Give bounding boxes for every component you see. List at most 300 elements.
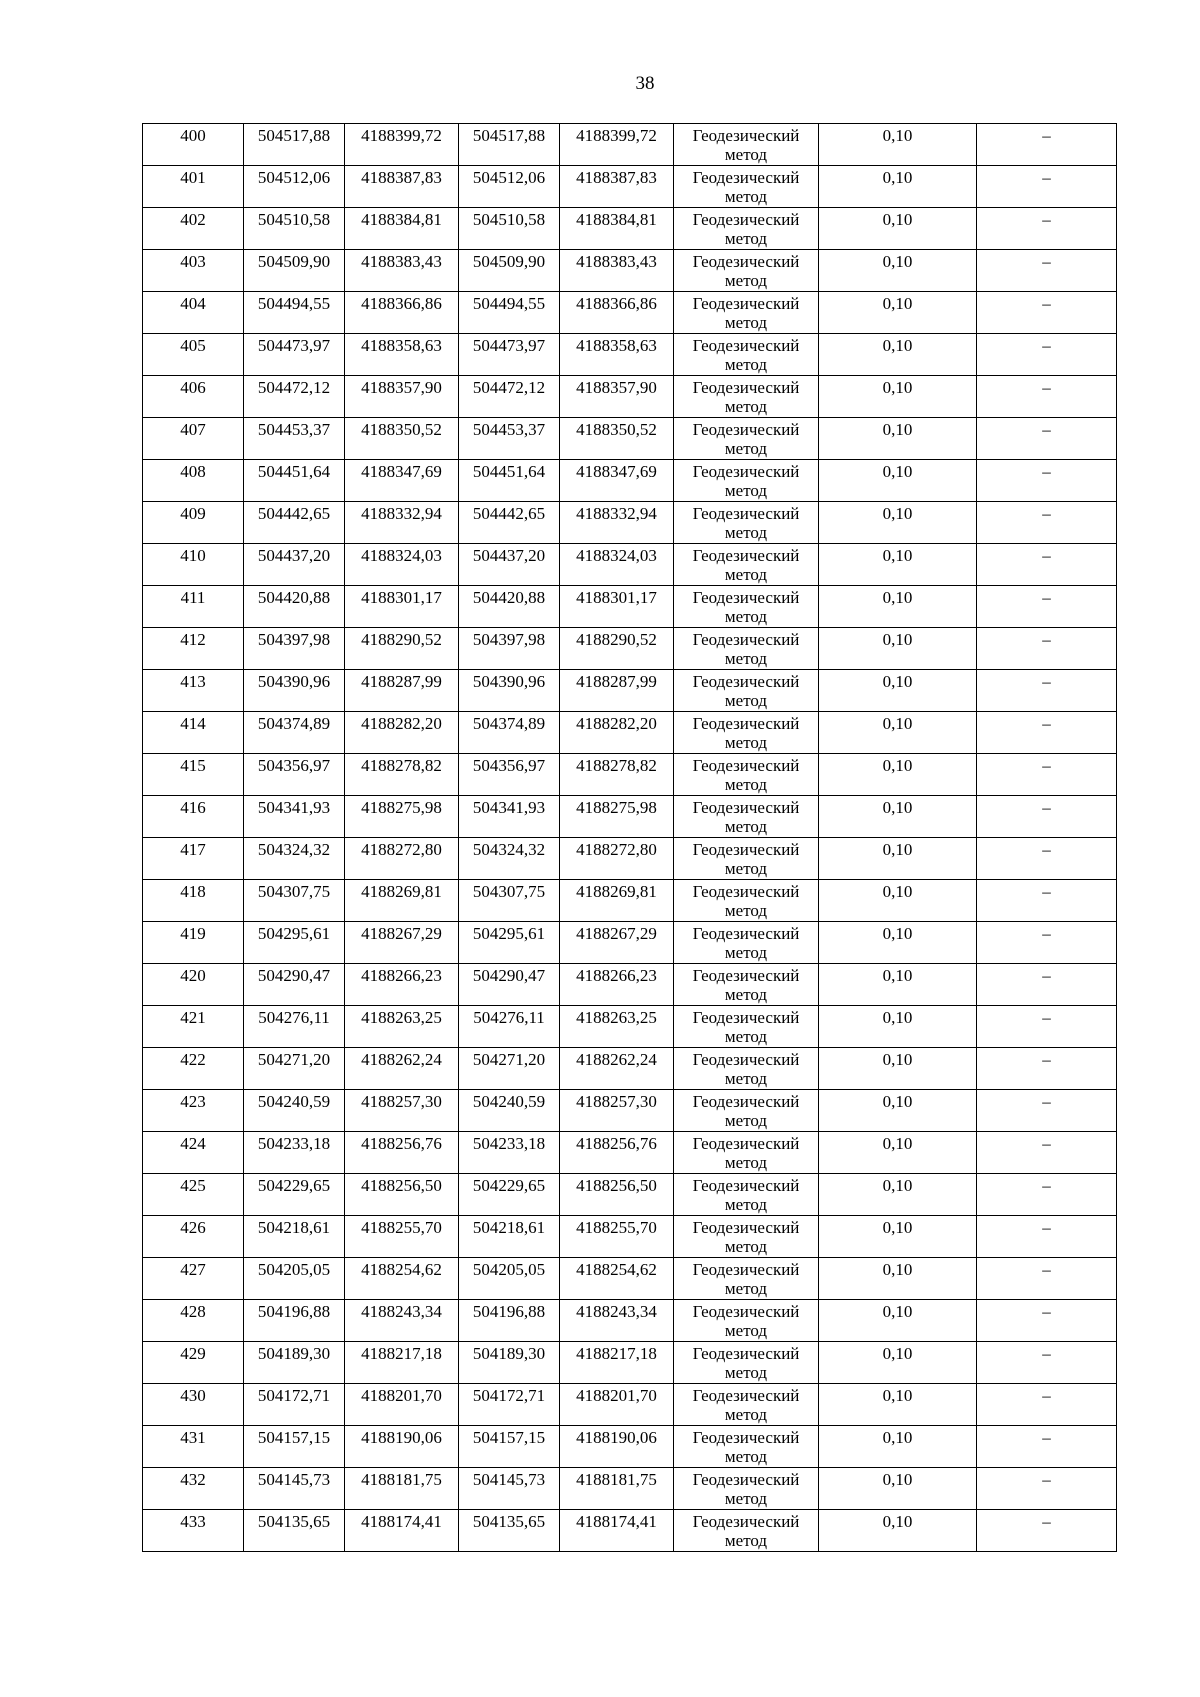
- accuracy-cell: 0,10: [819, 712, 977, 754]
- accuracy-cell: 0,10: [819, 1510, 977, 1552]
- x-coordinate-cell: 504510,58: [459, 208, 560, 250]
- accuracy-cell: 0,10: [819, 586, 977, 628]
- x-coordinate-cell: 504356,97: [244, 754, 345, 796]
- method-cell: [674, 208, 819, 250]
- accuracy-cell: 0,10: [819, 376, 977, 418]
- table-row: [143, 376, 1117, 418]
- x-coordinate-cell: 504341,93: [459, 796, 560, 838]
- x-coordinate-cell: 504135,65: [459, 1510, 560, 1552]
- method-text: Геодезический метод: [692, 126, 800, 164]
- x-coordinate-cell: 504307,75: [459, 880, 560, 922]
- y-coordinate-cell: 4188278,82: [345, 754, 459, 796]
- description-cell: –: [977, 544, 1117, 586]
- description-cell: –: [977, 670, 1117, 712]
- x-coordinate-cell: 504233,18: [459, 1132, 560, 1174]
- method-text: Геодезический метод: [692, 1386, 800, 1424]
- y-coordinate-cell: 4188384,81: [560, 208, 674, 250]
- x-coordinate-cell: 504276,11: [459, 1006, 560, 1048]
- method-cell: [674, 544, 819, 586]
- table-row: [143, 418, 1117, 460]
- method-text: Геодезический метод: [692, 252, 800, 290]
- y-coordinate-cell: 4188399,72: [345, 124, 459, 166]
- x-coordinate-cell: 504271,20: [459, 1048, 560, 1090]
- y-coordinate-cell: 4188255,70: [345, 1216, 459, 1258]
- accuracy-cell: 0,10: [819, 964, 977, 1006]
- table-row: [143, 796, 1117, 838]
- accuracy-cell: 0,10: [819, 670, 977, 712]
- table-row: [143, 166, 1117, 208]
- accuracy-cell: 0,10: [819, 922, 977, 964]
- description-cell: –: [977, 1006, 1117, 1048]
- x-coordinate-cell: 504390,96: [459, 670, 560, 712]
- y-coordinate-cell: 4188282,20: [345, 712, 459, 754]
- method-text: Геодезический метод: [692, 1008, 800, 1046]
- accuracy-cell: 0,10: [819, 334, 977, 376]
- method-text: Геодезический метод: [692, 1092, 800, 1130]
- accuracy-cell: 0,10: [819, 166, 977, 208]
- y-coordinate-cell: 4188267,29: [560, 922, 674, 964]
- description-cell: –: [977, 964, 1117, 1006]
- point-number-cell: 432: [143, 1468, 244, 1510]
- point-number-cell: 422: [143, 1048, 244, 1090]
- point-number-cell: 431: [143, 1426, 244, 1468]
- x-coordinate-cell: 504442,65: [459, 502, 560, 544]
- description-cell: –: [977, 418, 1117, 460]
- y-coordinate-cell: 4188357,90: [560, 376, 674, 418]
- description-cell: –: [977, 922, 1117, 964]
- x-coordinate-cell: 504240,59: [244, 1090, 345, 1132]
- y-coordinate-cell: 4188263,25: [560, 1006, 674, 1048]
- y-coordinate-cell: 4188267,29: [345, 922, 459, 964]
- table-row: [143, 1006, 1117, 1048]
- y-coordinate-cell: 4188347,69: [345, 460, 459, 502]
- method-cell: [674, 1048, 819, 1090]
- method-cell: [674, 1426, 819, 1468]
- x-coordinate-cell: 504290,47: [244, 964, 345, 1006]
- x-coordinate-cell: 504276,11: [244, 1006, 345, 1048]
- x-coordinate-cell: 504145,73: [459, 1468, 560, 1510]
- x-coordinate-cell: 504218,61: [244, 1216, 345, 1258]
- x-coordinate-cell: 504437,20: [244, 544, 345, 586]
- method-cell: [674, 838, 819, 880]
- x-coordinate-cell: 504517,88: [244, 124, 345, 166]
- table-row: [143, 124, 1117, 166]
- method-text: Геодезический метод: [692, 798, 800, 836]
- table-row: [143, 292, 1117, 334]
- accuracy-cell: 0,10: [819, 754, 977, 796]
- x-coordinate-cell: 504420,88: [244, 586, 345, 628]
- x-coordinate-cell: 504437,20: [459, 544, 560, 586]
- method-text: Геодезический метод: [692, 1134, 800, 1172]
- method-text: Геодезический метод: [692, 378, 800, 416]
- table-row: [143, 208, 1117, 250]
- y-coordinate-cell: 4188383,43: [345, 250, 459, 292]
- accuracy-cell: 0,10: [819, 1258, 977, 1300]
- y-coordinate-cell: 4188287,99: [560, 670, 674, 712]
- y-coordinate-cell: 4188262,24: [345, 1048, 459, 1090]
- method-cell: [674, 1258, 819, 1300]
- method-cell: [674, 166, 819, 208]
- x-coordinate-cell: 504510,58: [244, 208, 345, 250]
- method-text: Геодезический метод: [692, 630, 800, 668]
- y-coordinate-cell: 4188190,06: [345, 1426, 459, 1468]
- description-cell: –: [977, 1300, 1117, 1342]
- point-number-cell: 412: [143, 628, 244, 670]
- description-cell: –: [977, 1174, 1117, 1216]
- y-coordinate-cell: 4188384,81: [345, 208, 459, 250]
- y-coordinate-cell: 4188201,70: [345, 1384, 459, 1426]
- y-coordinate-cell: 4188217,18: [560, 1342, 674, 1384]
- y-coordinate-cell: 4188217,18: [345, 1342, 459, 1384]
- point-number-cell: 402: [143, 208, 244, 250]
- point-number-cell: 409: [143, 502, 244, 544]
- description-cell: –: [977, 1048, 1117, 1090]
- y-coordinate-cell: 4188350,52: [560, 418, 674, 460]
- y-coordinate-cell: 4188243,34: [345, 1300, 459, 1342]
- point-number-cell: 424: [143, 1132, 244, 1174]
- description-cell: –: [977, 838, 1117, 880]
- point-number-cell: 411: [143, 586, 244, 628]
- method-cell: [674, 1132, 819, 1174]
- x-coordinate-cell: 504205,05: [244, 1258, 345, 1300]
- method-cell: [674, 292, 819, 334]
- x-coordinate-cell: 504453,37: [459, 418, 560, 460]
- table-row: [143, 460, 1117, 502]
- description-cell: –: [977, 1216, 1117, 1258]
- point-number-cell: 404: [143, 292, 244, 334]
- point-number-cell: 406: [143, 376, 244, 418]
- accuracy-cell: 0,10: [819, 796, 977, 838]
- x-coordinate-cell: 504271,20: [244, 1048, 345, 1090]
- y-coordinate-cell: 4188332,94: [345, 502, 459, 544]
- point-number-cell: 418: [143, 880, 244, 922]
- point-number-cell: 425: [143, 1174, 244, 1216]
- table-row: [143, 502, 1117, 544]
- x-coordinate-cell: 504145,73: [244, 1468, 345, 1510]
- table-row: [143, 1258, 1117, 1300]
- accuracy-cell: 0,10: [819, 250, 977, 292]
- description-cell: –: [977, 712, 1117, 754]
- point-number-cell: 417: [143, 838, 244, 880]
- accuracy-cell: 0,10: [819, 1174, 977, 1216]
- method-cell: [674, 1090, 819, 1132]
- x-coordinate-cell: 504189,30: [459, 1342, 560, 1384]
- y-coordinate-cell: 4188256,50: [560, 1174, 674, 1216]
- table-row: [143, 1384, 1117, 1426]
- y-coordinate-cell: 4188262,24: [560, 1048, 674, 1090]
- method-cell: [674, 1342, 819, 1384]
- point-number-cell: 433: [143, 1510, 244, 1552]
- method-cell: [674, 922, 819, 964]
- accuracy-cell: 0,10: [819, 124, 977, 166]
- y-coordinate-cell: 4188174,41: [560, 1510, 674, 1552]
- y-coordinate-cell: 4188181,75: [560, 1468, 674, 1510]
- description-cell: –: [977, 880, 1117, 922]
- method-cell: [674, 796, 819, 838]
- description-cell: –: [977, 1342, 1117, 1384]
- y-coordinate-cell: 4188257,30: [560, 1090, 674, 1132]
- x-coordinate-cell: 504229,65: [244, 1174, 345, 1216]
- x-coordinate-cell: 504356,97: [459, 754, 560, 796]
- accuracy-cell: 0,10: [819, 502, 977, 544]
- method-text: Геодезический метод: [692, 714, 800, 752]
- method-text: Геодезический метод: [692, 504, 800, 542]
- table-row: [143, 754, 1117, 796]
- table-row: [143, 1300, 1117, 1342]
- method-cell: [674, 1468, 819, 1510]
- point-number-cell: 429: [143, 1342, 244, 1384]
- x-coordinate-cell: 504205,05: [459, 1258, 560, 1300]
- method-cell: [674, 1510, 819, 1552]
- method-text: Геодезический метод: [692, 1260, 800, 1298]
- y-coordinate-cell: 4188399,72: [560, 124, 674, 166]
- table-row: [143, 544, 1117, 586]
- y-coordinate-cell: 4188366,86: [345, 292, 459, 334]
- method-cell: [674, 880, 819, 922]
- accuracy-cell: 0,10: [819, 1048, 977, 1090]
- method-text: Геодезический метод: [692, 966, 800, 1004]
- accuracy-cell: 0,10: [819, 628, 977, 670]
- method-text: Геодезический метод: [692, 1344, 800, 1382]
- y-coordinate-cell: 4188190,06: [560, 1426, 674, 1468]
- method-cell: [674, 460, 819, 502]
- method-cell: [674, 124, 819, 166]
- y-coordinate-cell: 4188287,99: [345, 670, 459, 712]
- point-number-cell: 420: [143, 964, 244, 1006]
- description-cell: –: [977, 334, 1117, 376]
- accuracy-cell: 0,10: [819, 1342, 977, 1384]
- y-coordinate-cell: 4188272,80: [345, 838, 459, 880]
- x-coordinate-cell: 504453,37: [244, 418, 345, 460]
- table-row: [143, 334, 1117, 376]
- point-number-cell: 421: [143, 1006, 244, 1048]
- table-row: [143, 1174, 1117, 1216]
- point-number-cell: 403: [143, 250, 244, 292]
- y-coordinate-cell: 4188269,81: [560, 880, 674, 922]
- x-coordinate-cell: 504451,64: [244, 460, 345, 502]
- method-text: Геодезический метод: [692, 1428, 800, 1466]
- point-number-cell: 419: [143, 922, 244, 964]
- y-coordinate-cell: 4188272,80: [560, 838, 674, 880]
- y-coordinate-cell: 4188275,98: [560, 796, 674, 838]
- method-text: Геодезический метод: [692, 1512, 800, 1550]
- coordinates-table: [142, 123, 1117, 1552]
- page-number: 38: [635, 73, 655, 94]
- method-text: Геодезический метод: [692, 546, 800, 584]
- x-coordinate-cell: 504420,88: [459, 586, 560, 628]
- y-coordinate-cell: 4188256,76: [345, 1132, 459, 1174]
- x-coordinate-cell: 504157,15: [244, 1426, 345, 1468]
- method-text: Геодезический метод: [692, 672, 800, 710]
- method-text: Геодезический метод: [692, 420, 800, 458]
- y-coordinate-cell: 4188275,98: [345, 796, 459, 838]
- x-coordinate-cell: 504229,65: [459, 1174, 560, 1216]
- y-coordinate-cell: 4188256,50: [345, 1174, 459, 1216]
- point-number-cell: 407: [143, 418, 244, 460]
- point-number-cell: 430: [143, 1384, 244, 1426]
- y-coordinate-cell: 4188266,23: [345, 964, 459, 1006]
- point-number-cell: 400: [143, 124, 244, 166]
- method-text: Геодезический метод: [692, 210, 800, 248]
- x-coordinate-cell: 504324,32: [459, 838, 560, 880]
- table-row: [143, 1426, 1117, 1468]
- y-coordinate-cell: 4188358,63: [345, 334, 459, 376]
- accuracy-cell: 0,10: [819, 418, 977, 460]
- x-coordinate-cell: 504240,59: [459, 1090, 560, 1132]
- method-text: Геодезический метод: [692, 294, 800, 332]
- table-row: [143, 964, 1117, 1006]
- y-coordinate-cell: 4188278,82: [560, 754, 674, 796]
- x-coordinate-cell: 504172,71: [244, 1384, 345, 1426]
- accuracy-cell: 0,10: [819, 1426, 977, 1468]
- method-cell: [674, 670, 819, 712]
- table-row: [143, 712, 1117, 754]
- table-row: [143, 1216, 1117, 1258]
- y-coordinate-cell: 4188347,69: [560, 460, 674, 502]
- y-coordinate-cell: 4188290,52: [345, 628, 459, 670]
- y-coordinate-cell: 4188181,75: [345, 1468, 459, 1510]
- table-row: [143, 922, 1117, 964]
- y-coordinate-cell: 4188358,63: [560, 334, 674, 376]
- table-row: [143, 586, 1117, 628]
- x-coordinate-cell: 504295,61: [459, 922, 560, 964]
- accuracy-cell: 0,10: [819, 1132, 977, 1174]
- x-coordinate-cell: 504324,32: [244, 838, 345, 880]
- method-text: Геодезический метод: [692, 168, 800, 206]
- description-cell: –: [977, 1258, 1117, 1300]
- y-coordinate-cell: 4188387,83: [345, 166, 459, 208]
- description-cell: –: [977, 1510, 1117, 1552]
- method-text: Геодезический метод: [692, 1050, 800, 1088]
- x-coordinate-cell: 504135,65: [244, 1510, 345, 1552]
- method-text: Геодезический метод: [692, 924, 800, 962]
- point-number-cell: 414: [143, 712, 244, 754]
- description-cell: –: [977, 1090, 1117, 1132]
- method-cell: [674, 1174, 819, 1216]
- accuracy-cell: 0,10: [819, 292, 977, 334]
- description-cell: –: [977, 208, 1117, 250]
- y-coordinate-cell: 4188301,17: [560, 586, 674, 628]
- point-number-cell: 415: [143, 754, 244, 796]
- y-coordinate-cell: 4188254,62: [345, 1258, 459, 1300]
- y-coordinate-cell: 4188383,43: [560, 250, 674, 292]
- x-coordinate-cell: 504196,88: [459, 1300, 560, 1342]
- x-coordinate-cell: 504517,88: [459, 124, 560, 166]
- description-cell: –: [977, 166, 1117, 208]
- accuracy-cell: 0,10: [819, 880, 977, 922]
- method-cell: [674, 418, 819, 460]
- description-cell: –: [977, 1132, 1117, 1174]
- method-cell: [674, 712, 819, 754]
- table-row: [143, 1048, 1117, 1090]
- table-row: [143, 1132, 1117, 1174]
- x-coordinate-cell: 504295,61: [244, 922, 345, 964]
- y-coordinate-cell: 4188201,70: [560, 1384, 674, 1426]
- method-cell: [674, 586, 819, 628]
- x-coordinate-cell: 504307,75: [244, 880, 345, 922]
- y-coordinate-cell: 4188254,62: [560, 1258, 674, 1300]
- table-row: [143, 1090, 1117, 1132]
- y-coordinate-cell: 4188332,94: [560, 502, 674, 544]
- point-number-cell: 427: [143, 1258, 244, 1300]
- x-coordinate-cell: 504472,12: [459, 376, 560, 418]
- table-row: [143, 1468, 1117, 1510]
- description-cell: –: [977, 502, 1117, 544]
- method-cell: [674, 1300, 819, 1342]
- x-coordinate-cell: 504451,64: [459, 460, 560, 502]
- accuracy-cell: 0,10: [819, 1090, 977, 1132]
- accuracy-cell: 0,10: [819, 1384, 977, 1426]
- x-coordinate-cell: 504442,65: [244, 502, 345, 544]
- description-cell: –: [977, 460, 1117, 502]
- accuracy-cell: 0,10: [819, 1300, 977, 1342]
- method-text: Геодезический метод: [692, 1218, 800, 1256]
- method-text: Геодезический метод: [692, 1302, 800, 1340]
- x-coordinate-cell: 504172,71: [459, 1384, 560, 1426]
- accuracy-cell: 0,10: [819, 1216, 977, 1258]
- table-row: [143, 1510, 1117, 1552]
- accuracy-cell: 0,10: [819, 1006, 977, 1048]
- point-number-cell: 410: [143, 544, 244, 586]
- y-coordinate-cell: 4188324,03: [345, 544, 459, 586]
- method-cell: [674, 1384, 819, 1426]
- x-coordinate-cell: 504157,15: [459, 1426, 560, 1468]
- y-coordinate-cell: 4188301,17: [345, 586, 459, 628]
- method-cell: [674, 334, 819, 376]
- y-coordinate-cell: 4188324,03: [560, 544, 674, 586]
- x-coordinate-cell: 504374,89: [244, 712, 345, 754]
- description-cell: –: [977, 250, 1117, 292]
- method-cell: [674, 628, 819, 670]
- description-cell: –: [977, 1384, 1117, 1426]
- x-coordinate-cell: 504397,98: [459, 628, 560, 670]
- x-coordinate-cell: 504189,30: [244, 1342, 345, 1384]
- table-row: [143, 670, 1117, 712]
- description-cell: –: [977, 376, 1117, 418]
- method-cell: [674, 502, 819, 544]
- y-coordinate-cell: 4188266,23: [560, 964, 674, 1006]
- method-text: Геодезический метод: [692, 756, 800, 794]
- accuracy-cell: 0,10: [819, 838, 977, 880]
- table-row: [143, 880, 1117, 922]
- method-cell: [674, 1216, 819, 1258]
- y-coordinate-cell: 4188243,34: [560, 1300, 674, 1342]
- y-coordinate-cell: 4188255,70: [560, 1216, 674, 1258]
- x-coordinate-cell: 504494,55: [459, 292, 560, 334]
- y-coordinate-cell: 4188269,81: [345, 880, 459, 922]
- table-body: [143, 124, 1117, 1552]
- description-cell: –: [977, 754, 1117, 796]
- description-cell: –: [977, 1426, 1117, 1468]
- description-cell: –: [977, 124, 1117, 166]
- table-row: [143, 628, 1117, 670]
- method-text: Геодезический метод: [692, 1470, 800, 1508]
- y-coordinate-cell: 4188282,20: [560, 712, 674, 754]
- x-coordinate-cell: 504512,06: [244, 166, 345, 208]
- description-cell: –: [977, 628, 1117, 670]
- table-row: [143, 250, 1117, 292]
- x-coordinate-cell: 504494,55: [244, 292, 345, 334]
- y-coordinate-cell: 4188256,76: [560, 1132, 674, 1174]
- x-coordinate-cell: 504218,61: [459, 1216, 560, 1258]
- point-number-cell: 416: [143, 796, 244, 838]
- x-coordinate-cell: 504512,06: [459, 166, 560, 208]
- y-coordinate-cell: 4188366,86: [560, 292, 674, 334]
- point-number-cell: 423: [143, 1090, 244, 1132]
- y-coordinate-cell: 4188257,30: [345, 1090, 459, 1132]
- point-number-cell: 426: [143, 1216, 244, 1258]
- x-coordinate-cell: 504341,93: [244, 796, 345, 838]
